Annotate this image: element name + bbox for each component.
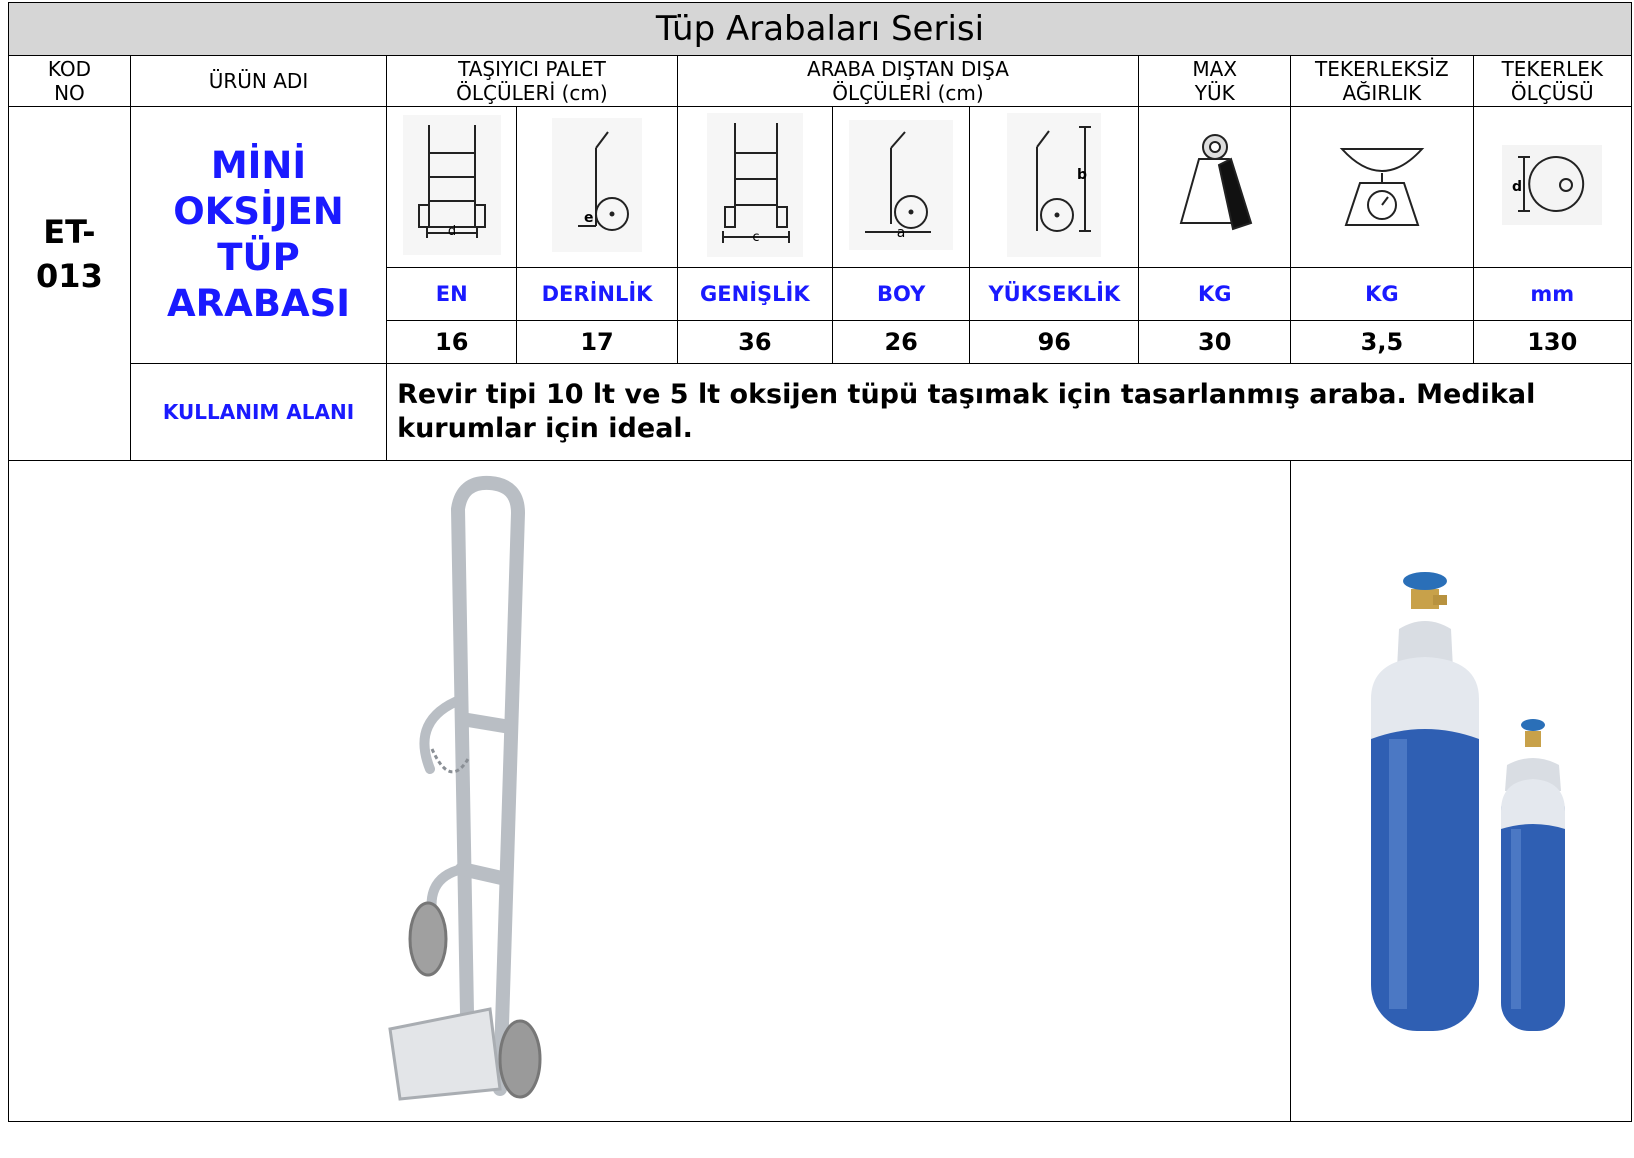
unit-agirlik: KG: [1291, 268, 1473, 321]
value-en: 16: [387, 321, 517, 364]
header-tekerleksiz-agirlik: TEKERLEKSİZ AĞIRLIK: [1291, 56, 1473, 107]
unit-genislik: GENİŞLİK: [677, 268, 832, 321]
icon-row: [9, 107, 1632, 268]
spec-table: [8, 2, 1632, 1122]
unit-yukseklik: YÜKSEKLİK: [970, 268, 1139, 321]
derinlik-dimension-icon: [517, 107, 677, 268]
svg-text:a: a: [896, 225, 906, 241]
header-tasiyici-palet: TAŞIYICI PALET ÖLÇÜLERİ (cm): [387, 56, 678, 107]
value-genislik: 36: [677, 321, 832, 364]
value-agirlik: 3,5: [1291, 321, 1473, 364]
usage-row: [9, 364, 1632, 461]
wheel-icon: [1473, 107, 1631, 268]
value-yukseklik: 96: [970, 321, 1139, 364]
usage-label: KULLANIM ALANI: [130, 364, 386, 461]
unit-max-yuk: KG: [1139, 268, 1291, 321]
svg-text:d: d: [447, 224, 456, 239]
svg-text:d: d: [1512, 179, 1523, 195]
unit-en: EN: [387, 268, 517, 321]
unit-tekerlek: mm: [1473, 268, 1631, 321]
value-tekerlek: 130: [1473, 321, 1631, 364]
photo-row: [9, 461, 1632, 1122]
product-name: MİNİ OKSİJEN TÜP ARABASI: [130, 107, 386, 364]
header-tekerlek-olcusu: TEKERLEK ÖLÇÜSÜ: [1473, 56, 1631, 107]
header-urun-adi: ÜRÜN ADI: [130, 56, 386, 107]
weight-icon: [1139, 107, 1291, 268]
boy-dimension-icon: [832, 107, 970, 268]
yukseklik-dimension-icon: [970, 107, 1139, 268]
header-row: [9, 56, 1632, 107]
value-max-yuk: 30: [1139, 321, 1291, 364]
genislik-dimension-icon: [677, 107, 832, 268]
svg-text:b: b: [1077, 167, 1088, 183]
header-araba-olculeri: ARABA DIŞTAN DIŞA ÖLÇÜLERİ (cm): [677, 56, 1138, 107]
product-code: ET- 013: [9, 107, 131, 461]
header-kod-no: KOD NO: [9, 56, 131, 107]
unit-boy: BOY: [832, 268, 970, 321]
svg-text:e: e: [584, 210, 594, 226]
page-title: Tüp Arabaları Serisi: [9, 3, 1632, 56]
oxygen-cylinders-photo: [1291, 461, 1632, 1122]
spec-sheet: [8, 2, 1632, 1122]
value-derinlik: 17: [517, 321, 677, 364]
usage-text: Revir tipi 10 lt ve 5 lt oksijen tüpü taşımak için tasarlanmış araba. Medikal kurumlar için ideal.: [387, 364, 1632, 461]
scale-icon: [1291, 107, 1473, 268]
trolley-photo: [9, 461, 1291, 1122]
en-dimension-icon: [387, 107, 517, 268]
value-boy: 26: [832, 321, 970, 364]
unit-derinlik: DERİNLİK: [517, 268, 677, 321]
header-max-yuk: MAX YÜK: [1139, 56, 1291, 107]
svg-text:c: c: [752, 230, 760, 245]
